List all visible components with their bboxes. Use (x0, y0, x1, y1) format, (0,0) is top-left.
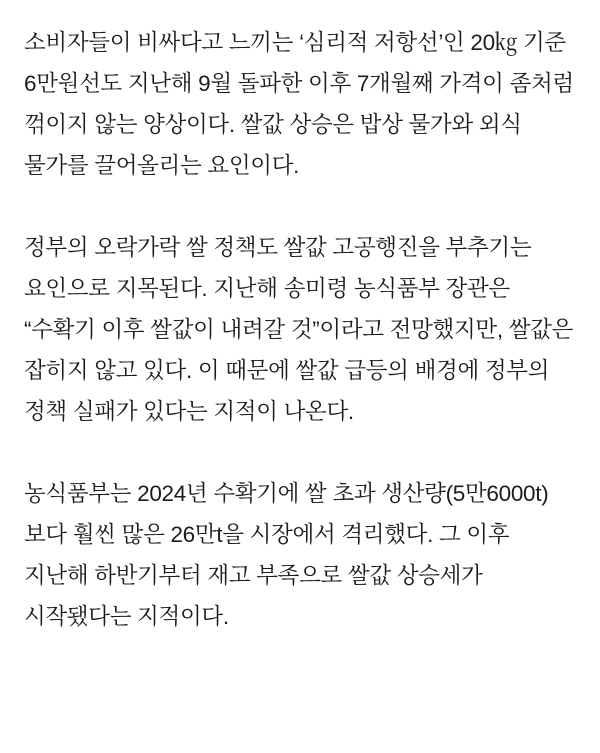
article-paragraph: 농식품부는 2024년 수확기에 쌀 초과 생산량(5만6000t)보다 훨씬 많은 26만t을 시장에서 격리했다. 그 이후 지난해 하반기부터 재고 부족으로 쌀값 상승세가 시작됐다는 지적이다. (24, 481, 549, 629)
article-paragraph: 정부의 오락가락 쌀 정책도 쌀값 고공행진을 부추기는 요인으로 지목된다. 지난해 송미령 농식품부 장관은 “수확기 이후 쌀값이 내려갈 것”이라고 전망했지만, 쌀값은 잡히지 않고 있다. 이 때문에 쌀값 급등의 배경에 정부의 정책 실패가 있다는 지적이 나온다. (24, 235, 580, 424)
article-paragraph: 소비자들이 비싸다고 느끼는 ‘심리적 저항선’인 20㎏ 기준 6만원선도 지난해 9월 돌파한 이후 7개월째 가격이 좀처럼 꺾이지 않는 양상이다. 쌀값 상승은 밥상 물가와 외식 물가를 끌어올리는 요인이다. (24, 30, 580, 178)
